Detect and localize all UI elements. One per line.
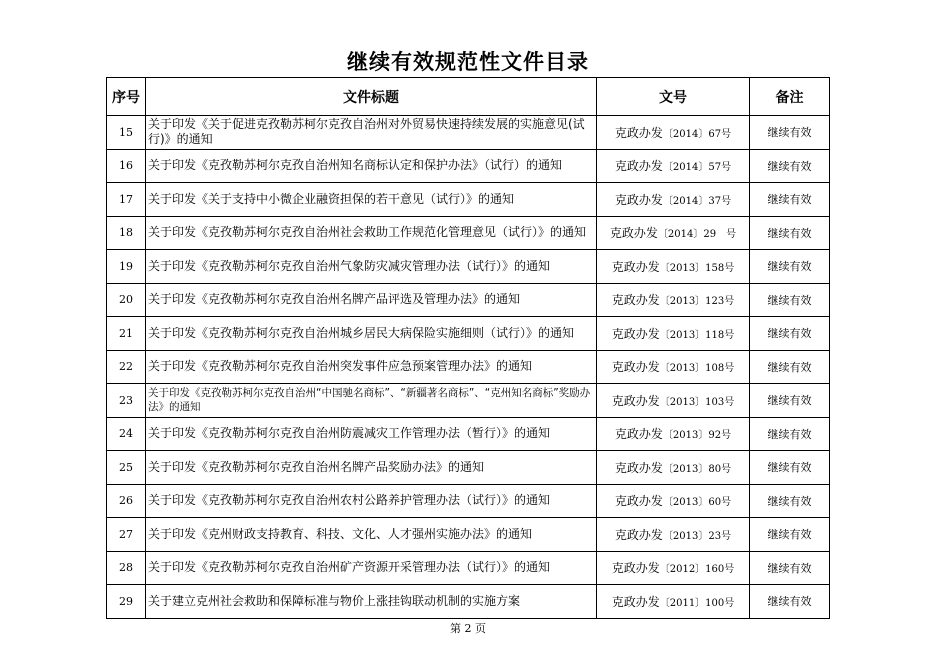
doc-prefix: 克政办发 xyxy=(611,594,660,609)
document-table xyxy=(106,77,830,619)
doc-prefix: 克政办发 xyxy=(614,527,663,542)
row-title: 关于印发《克孜勒苏柯尔克孜自治州社会救助工作规范化管理意见（试行）》的通知 xyxy=(146,216,597,250)
header-seq: 序号 xyxy=(107,78,146,116)
row-doc-no xyxy=(597,384,750,418)
row-note: 继续有效 xyxy=(750,484,830,518)
row-seq: 19 xyxy=(107,250,146,284)
doc-year-number: 〔2013〕103号 xyxy=(659,396,735,408)
row-note: 继续有效 xyxy=(750,551,830,585)
doc-year-number: 〔2012〕160号 xyxy=(659,564,735,576)
table-row xyxy=(107,116,830,150)
doc-year-number: 〔2013〕118号 xyxy=(659,329,735,341)
row-title: 关于印发《克孜勒苏柯尔克孜自治州农村公路养护管理办法（试行）》的通知 xyxy=(146,484,597,518)
row-seq: 25 xyxy=(107,451,146,485)
row-title: 关于印发《克孜勒苏柯尔克孜自治州知名商标认定和保护办法》（试行）的通知 xyxy=(146,149,597,183)
row-seq: 20 xyxy=(107,283,146,317)
table-row xyxy=(107,317,830,351)
row-doc-no xyxy=(597,317,750,351)
table-row xyxy=(107,585,830,619)
doc-prefix: 克政办发 xyxy=(611,326,660,341)
row-note: 继续有效 xyxy=(750,216,830,250)
doc-year-number: 〔2014〕37号 xyxy=(662,195,732,207)
header-note: 备注 xyxy=(750,78,830,116)
doc-prefix: 克政办发 xyxy=(614,159,663,174)
table-row xyxy=(107,250,830,284)
row-title: 关于印发《关于促进克孜勒苏柯尔克孜自治州对外贸易快速持续发展的实施意见(试行)》的通知 xyxy=(146,116,597,150)
doc-year-number: 〔2013〕92号 xyxy=(662,430,732,442)
doc-prefix: 克政办发 xyxy=(611,393,660,408)
row-title: 关于印发《关于支持中小微企业融资担保的若干意见（试行）》的通知 xyxy=(146,183,597,217)
row-seq: 18 xyxy=(107,216,146,250)
row-title: 关于印发《克孜勒苏柯尔克孜自治州气象防灾减灾管理办法（试行）》的通知 xyxy=(146,250,597,284)
row-note: 继续有效 xyxy=(750,116,830,150)
row-title: 关于印发《克孜勒苏柯尔克孜自治州名牌产品奖励办法》的通知 xyxy=(146,451,597,485)
doc-prefix: 克政办发 xyxy=(611,561,660,576)
doc-year-number: 〔2013〕158号 xyxy=(659,262,735,274)
doc-year-number: 〔2013〕23号 xyxy=(662,530,732,542)
table-row xyxy=(107,417,830,451)
table-body xyxy=(107,116,830,619)
table-row xyxy=(107,518,830,552)
row-seq: 29 xyxy=(107,585,146,619)
row-note: 继续有效 xyxy=(750,585,830,619)
row-title: 关于印发《克孜勒苏柯尔克孜自治州名牌产品评选及管理办法》的通知 xyxy=(146,283,597,317)
row-seq: 28 xyxy=(107,551,146,585)
row-title: 关于印发《克孜勒苏柯尔克孜自治州突发事件应急预案管理办法》的通知 xyxy=(146,350,597,384)
row-title: 关于印发《克州财政支持教育、科技、文化、人才强州实施办法》的通知 xyxy=(146,518,597,552)
row-title: 关于印发《克孜勒苏柯尔克孜自治州城乡居民大病保险实施细则（试行）》的通知 xyxy=(146,317,597,351)
doc-prefix: 克政办发 xyxy=(614,427,663,442)
table-row xyxy=(107,484,830,518)
table-row xyxy=(107,551,830,585)
row-doc-no xyxy=(597,585,750,619)
row-seq: 24 xyxy=(107,417,146,451)
row-title: 关于印发《克孜勒苏柯尔克孜自治州防震减灾工作管理办法（暂行）》的通知 xyxy=(146,417,597,451)
doc-prefix: 克政办发 xyxy=(611,293,660,308)
row-note: 继续有效 xyxy=(750,451,830,485)
row-title: 关于建立克州社会救助和保障标准与物价上涨挂钩联动机制的实施方案 xyxy=(146,585,597,619)
row-note: 继续有效 xyxy=(750,417,830,451)
row-seq: 21 xyxy=(107,317,146,351)
table-header-row xyxy=(107,78,830,116)
doc-prefix: 克政办发 xyxy=(614,125,663,140)
row-doc-no xyxy=(597,518,750,552)
table-row xyxy=(107,216,830,250)
row-seq: 16 xyxy=(107,149,146,183)
row-title: 关于印发《克孜勒苏柯尔克孜自治州矿产资源开采管理办法（试行）》的通知 xyxy=(146,551,597,585)
row-doc-no xyxy=(597,551,750,585)
row-note: 继续有效 xyxy=(750,350,830,384)
row-note: 继续有效 xyxy=(750,384,830,418)
doc-prefix: 克政办发 xyxy=(614,192,663,207)
row-note: 继续有效 xyxy=(750,283,830,317)
table-row xyxy=(107,283,830,317)
doc-prefix: 克政办发 xyxy=(611,360,660,375)
row-doc-no xyxy=(597,451,750,485)
row-doc-no xyxy=(597,149,750,183)
row-note: 继续有效 xyxy=(750,317,830,351)
row-seq: 15 xyxy=(107,116,146,150)
row-doc-no xyxy=(597,250,750,284)
header-title: 文件标题 xyxy=(146,78,597,116)
doc-prefix: 克政办发 xyxy=(614,494,663,509)
doc-prefix: 克政办发 xyxy=(611,259,660,274)
header-doc-no: 文号 xyxy=(597,78,750,116)
doc-year-number: 〔2013〕123号 xyxy=(659,296,735,308)
row-doc-no xyxy=(597,417,750,451)
row-doc-no xyxy=(597,283,750,317)
row-seq: 27 xyxy=(107,518,146,552)
row-doc-no xyxy=(597,116,750,150)
table-row xyxy=(107,384,830,418)
table-row xyxy=(107,350,830,384)
doc-year-number: 〔2011〕100号 xyxy=(659,597,735,609)
row-doc-no xyxy=(597,350,750,384)
row-title: 关于印发《克孜勒苏柯尔克孜自治州“中国驰名商标”、“新疆著名商标”、“克州知名商标”奖励办法》的通知 xyxy=(146,384,597,418)
doc-year-number: 〔2014〕29 号 xyxy=(657,229,737,241)
doc-year-number: 〔2014〕67号 xyxy=(662,128,732,140)
doc-year-number: 〔2013〕60号 xyxy=(662,497,732,509)
row-note: 继续有效 xyxy=(750,149,830,183)
row-seq: 17 xyxy=(107,183,146,217)
row-note: 继续有效 xyxy=(750,250,830,284)
doc-prefix: 克政办发 xyxy=(609,226,658,241)
doc-prefix: 克政办发 xyxy=(614,460,663,475)
page-footer: 第 2 页 xyxy=(450,622,486,635)
doc-year-number: 〔2013〕108号 xyxy=(659,363,735,375)
doc-year-number: 〔2014〕57号 xyxy=(662,162,732,174)
row-doc-no xyxy=(597,183,750,217)
table-row xyxy=(107,149,830,183)
row-seq: 22 xyxy=(107,350,146,384)
row-doc-no xyxy=(597,216,750,250)
row-seq: 26 xyxy=(107,484,146,518)
row-doc-no xyxy=(597,484,750,518)
table-row xyxy=(107,183,830,217)
row-seq: 23 xyxy=(107,384,146,418)
table-row xyxy=(107,451,830,485)
doc-year-number: 〔2013〕80号 xyxy=(662,463,732,475)
row-note: 继续有效 xyxy=(750,183,830,217)
row-note: 继续有效 xyxy=(750,518,830,552)
page-title: 继续有效规范性文件目录 xyxy=(347,50,589,74)
